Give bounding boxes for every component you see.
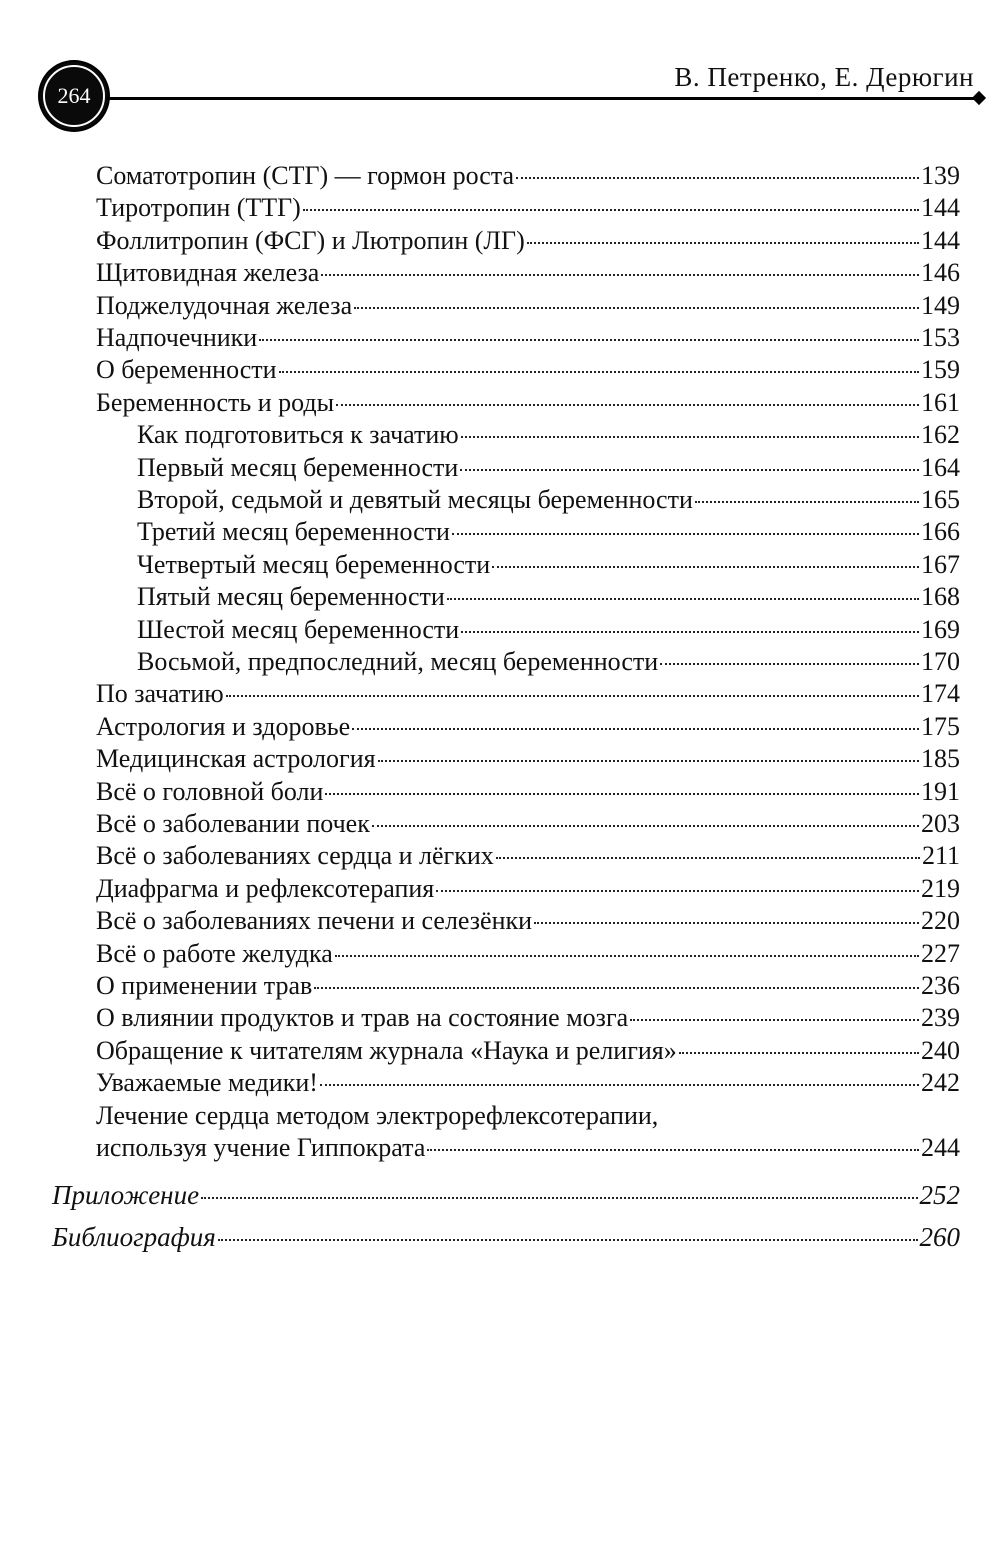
running-header-author: В. Петренко, Е. Дерюгин — [674, 62, 974, 92]
toc-entry-title: Пятый месяц беременности — [137, 582, 445, 612]
toc-entry-page: 164 — [921, 452, 960, 482]
toc-entry[interactable] — [96, 808, 960, 840]
toc-entry-page: 159 — [921, 355, 960, 385]
toc-entry[interactable] — [96, 776, 960, 808]
toc-entry-title: Третий месяц беременности — [137, 517, 450, 547]
dot-leader — [352, 728, 919, 730]
toc-entry-page: 144 — [921, 225, 960, 255]
toc-entry-title: Астрология и здоровье — [96, 711, 351, 741]
toc-entry-page: 153 — [921, 323, 960, 352]
dot-leader — [527, 242, 919, 244]
toc-entry-title: Шестой месяц беременности — [137, 614, 460, 644]
dot-leader — [461, 436, 919, 438]
dot-leader — [461, 631, 919, 633]
toc-entry[interactable] — [96, 938, 960, 970]
toc-entry-page: 167 — [921, 549, 960, 579]
toc-entry[interactable] — [96, 970, 960, 1002]
toc-entry-title: О влиянии продуктов и трав на состояние мозга — [96, 1003, 629, 1033]
toc-entry-title: Надпочечники — [96, 323, 258, 352]
dot-leader — [372, 825, 919, 827]
toc-entry-title: Восьмой, предпоследний, месяц беременности — [137, 647, 659, 676]
toc-entry-page: 149 — [921, 290, 960, 320]
dot-leader — [660, 663, 919, 665]
toc-entry-page: 169 — [921, 614, 960, 644]
toc-entry[interactable] — [137, 516, 960, 548]
toc-entry-page: 242 — [921, 1068, 960, 1098]
toc-entry-title: Всё о заболеваниях сердца и лёгких — [96, 841, 494, 871]
page-number-badge — [40, 62, 108, 130]
toc-entry-title: Соматотропин (СТГ) — гормон роста — [96, 161, 515, 190]
toc-entry-page: 203 — [921, 809, 960, 838]
toc-entry-page: 139 — [921, 161, 960, 190]
toc-entry-page: 170 — [921, 647, 960, 676]
dot-leader — [436, 890, 919, 892]
toc-entry-page: 165 — [921, 485, 960, 514]
toc-entry-title: Уважаемые медики! — [96, 1068, 318, 1098]
toc-entry-page: 146 — [921, 258, 960, 288]
dot-leader — [679, 1052, 919, 1054]
toc-entry-page: 191 — [921, 776, 960, 806]
dot-leader — [226, 695, 919, 697]
toc-entry-multiline[interactable] — [96, 1132, 960, 1164]
toc-entry-page: 252 — [919, 1180, 960, 1211]
toc-entry[interactable] — [137, 581, 960, 613]
toc-entry[interactable] — [96, 678, 960, 710]
dot-leader — [427, 1149, 919, 1151]
toc-entry-page: 236 — [921, 971, 960, 1000]
toc-entry[interactable] — [137, 646, 960, 678]
dot-leader — [534, 922, 919, 924]
dot-leader — [201, 1197, 917, 1199]
dot-leader — [335, 955, 919, 957]
toc-entry-title: Приложение — [52, 1180, 200, 1211]
dot-leader — [354, 307, 919, 309]
dot-leader — [321, 274, 919, 276]
dot-leader — [460, 469, 919, 471]
toc-entry[interactable] — [137, 614, 960, 646]
toc-entry-bibliography[interactable] — [52, 1221, 960, 1253]
toc-entry-page: 239 — [921, 1003, 960, 1033]
toc-entry-page: 227 — [921, 938, 960, 968]
dot-leader — [492, 566, 919, 568]
toc-entry-title: используя учение Гиппократа — [96, 1133, 426, 1162]
dot-leader — [516, 177, 919, 179]
toc-entry[interactable] — [137, 484, 960, 516]
toc-entry[interactable] — [137, 419, 960, 451]
toc-entry[interactable] — [96, 743, 960, 775]
toc-entry[interactable] — [96, 1035, 960, 1067]
toc-entry-title: О применении трав — [96, 971, 313, 1000]
toc-entry[interactable] — [96, 354, 960, 386]
toc-entry-title: Четвертый месяц беременности — [137, 549, 491, 579]
toc-entry-page: 174 — [921, 679, 960, 709]
dot-leader — [314, 987, 919, 989]
dot-leader — [279, 371, 919, 373]
page-number: 264 — [57, 83, 91, 108]
dot-leader — [303, 209, 919, 211]
toc-entry[interactable] — [96, 257, 960, 289]
toc-entry-title: Всё о заболеваниях печени и селезёнки — [96, 906, 533, 936]
toc-entry-title: Первый месяц беременности — [137, 452, 459, 482]
toc-entry-title: Обращение к читателям журнала «Наука и религия» — [96, 1035, 677, 1065]
toc-entry-title: О беременности — [96, 355, 277, 385]
dot-leader — [325, 793, 919, 795]
toc-entry-page: 211 — [921, 841, 960, 871]
dot-leader — [259, 339, 919, 341]
toc-entry[interactable] — [96, 711, 960, 743]
toc-entry-title: Медицинская астрология — [96, 744, 376, 774]
toc-entry-page: 260 — [919, 1222, 960, 1253]
toc-entry[interactable] — [137, 452, 960, 484]
toc-entry-page: 161 — [921, 387, 960, 417]
toc-entry-page: 220 — [921, 906, 960, 936]
dot-leader — [447, 598, 919, 600]
dot-leader — [218, 1239, 918, 1241]
toc-entry-title: Всё о заболевании почек — [96, 809, 370, 838]
toc-entry-title: Всё о работе желудка — [96, 938, 333, 968]
toc-entry-page: 166 — [921, 517, 960, 547]
toc-entry[interactable] — [96, 1002, 960, 1034]
dot-leader — [695, 501, 919, 503]
toc-entry-title: Щитовидная железа — [96, 258, 320, 288]
toc-entry[interactable] — [96, 905, 960, 937]
toc-entry[interactable] — [96, 322, 960, 354]
toc-entry[interactable] — [96, 290, 960, 322]
diamond-ornament-icon — [972, 91, 986, 105]
toc-entry-page: 175 — [921, 711, 960, 741]
toc-entry[interactable] — [96, 387, 960, 419]
toc-entry-title: Всё о головной боли — [96, 776, 324, 806]
toc-entry-title: Диафрагма и рефлексотерапия — [96, 873, 435, 903]
toc-entry-title: Фоллитропин (ФСГ) и Лютропин (ЛГ) — [96, 225, 525, 255]
toc-entry[interactable] — [137, 549, 960, 581]
toc-entry-title: По зачатию — [96, 679, 224, 709]
dot-leader — [320, 1084, 919, 1086]
toc-entry-page: 219 — [921, 873, 960, 903]
toc-entry-title: Как подготовиться к зачатию — [137, 420, 459, 450]
toc-entry[interactable] — [96, 160, 960, 192]
toc-entry-line1[interactable]: Лечение сердца методом электрорефлексотерапии, — [96, 1100, 659, 1130]
toc-entry[interactable] — [96, 840, 960, 872]
dot-leader — [336, 404, 919, 406]
toc-entry-page: 185 — [921, 744, 960, 774]
toc-entry-title: Библиография — [52, 1222, 216, 1253]
toc-entry-page: 168 — [921, 582, 960, 612]
toc-entry-title: Поджелудочная железа — [96, 290, 353, 320]
toc-entry-page: 162 — [921, 420, 960, 450]
toc-entry[interactable] — [96, 192, 960, 224]
toc-entry-title: Тиротропин (ТТГ) — [96, 193, 301, 223]
dot-leader — [452, 533, 919, 535]
toc-entry[interactable] — [96, 1067, 960, 1099]
toc-entry[interactable] — [96, 873, 960, 905]
dot-leader — [496, 857, 920, 859]
dot-leader — [378, 760, 919, 762]
header-rule — [106, 97, 978, 100]
toc-entry-page: 244 — [921, 1133, 960, 1162]
toc-entry-page: 240 — [921, 1035, 960, 1065]
toc-entry[interactable] — [96, 225, 960, 257]
toc-entry-appendix[interactable] — [52, 1179, 960, 1211]
dot-leader — [630, 1019, 919, 1021]
toc-entry-title: Беременность и роды — [96, 387, 335, 417]
toc-entry-title: Второй, седьмой и девятый месяцы беременности — [137, 485, 693, 514]
toc-entry-page: 144 — [921, 193, 960, 223]
